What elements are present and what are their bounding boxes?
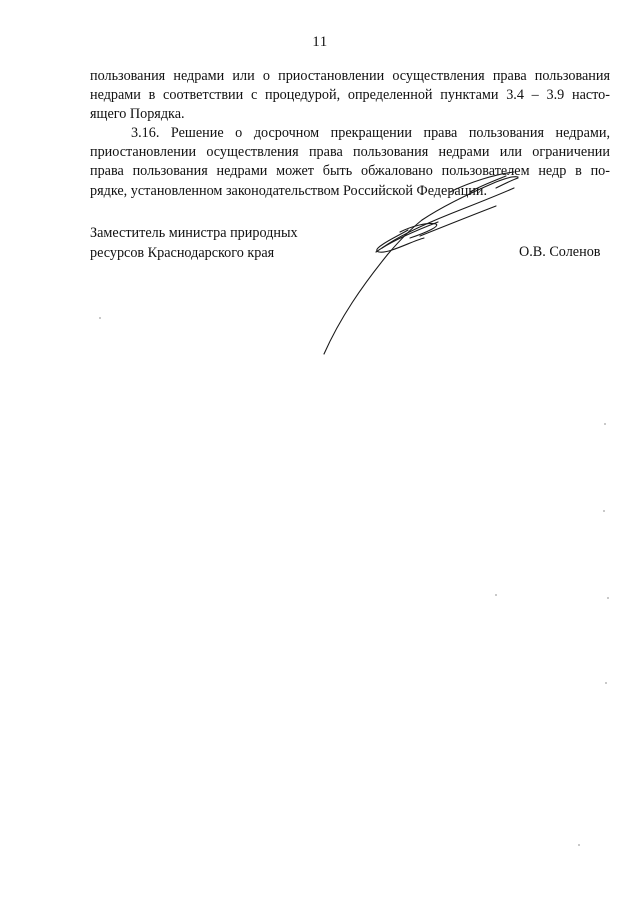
scan-speck (99, 317, 101, 319)
text-line: 3.16. Решение о досрочном прекращении права пользования недрами, (131, 125, 610, 141)
text-line: недрами в соответствии с процедурой, определенной пунктами 3.4 – 3.9 насто- (90, 87, 610, 104)
signatory-name: О.В. Соленов (519, 244, 601, 260)
page-number: 11 (312, 34, 328, 50)
signatory-position (90, 224, 298, 263)
scan-speck (578, 844, 580, 846)
text-line: права пользования недрами может быть обжаловано пользователем недр в по- (90, 163, 610, 180)
scan-speck (603, 510, 605, 512)
scan-speck (604, 423, 606, 425)
scan-speck (495, 594, 497, 596)
text-line: пользования недрами или о приостановлении осуществления права пользования (90, 68, 610, 84)
position-line: Заместитель министра природных (90, 225, 298, 241)
paragraph-continuation (90, 67, 610, 125)
position-line: ресурсов Краснодарского края (90, 244, 275, 261)
text-line: ящего Порядка. (90, 106, 185, 123)
handwritten-signature (300, 168, 540, 368)
text-line: приостановлении осуществления права пользования недрами или ограничении (90, 144, 610, 161)
text-line: рядке, установленном законодательством Российской Федерации. (90, 182, 488, 199)
scan-speck (605, 682, 607, 684)
scan-speck (607, 597, 609, 599)
